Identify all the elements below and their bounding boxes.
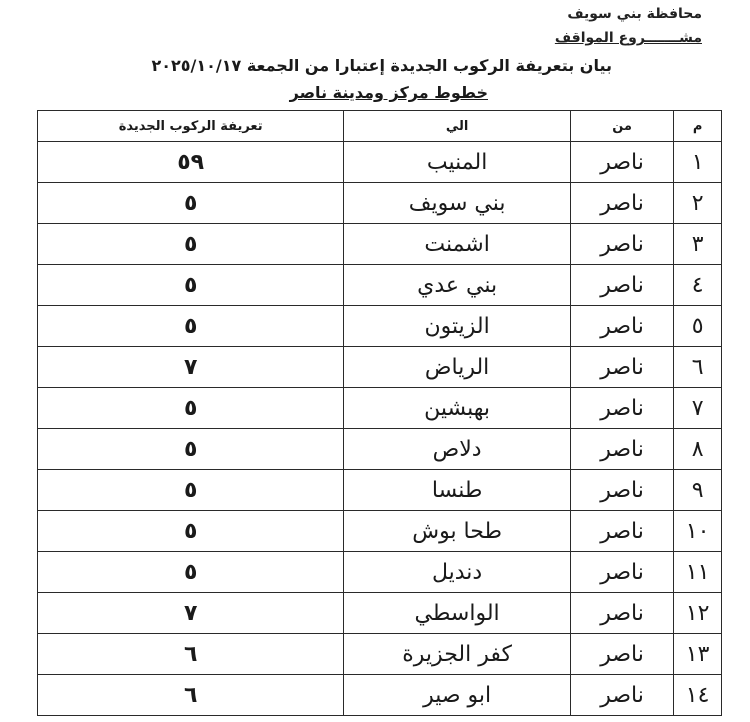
table-row xyxy=(38,306,722,347)
table-row xyxy=(38,347,722,388)
row-from: ناصر xyxy=(570,511,673,552)
row-fare: ٥ xyxy=(38,552,344,593)
row-to: طحا بوش xyxy=(344,511,571,552)
column-header-fare: تعريفة الركوب الجديدة xyxy=(38,111,344,142)
table-row xyxy=(38,470,722,511)
document-title: بيان بتعريفة الركوب الجديدة إعتبارا من الجمعة ٢٠٢٥/١٠/١٧ xyxy=(151,56,612,75)
row-fare: ٥ xyxy=(38,470,344,511)
row-to: طنسا xyxy=(344,470,571,511)
row-fare: ٧ xyxy=(38,593,344,634)
row-number: ١٠ xyxy=(674,511,722,552)
row-from: ناصر xyxy=(570,224,673,265)
table-row xyxy=(38,224,722,265)
column-header-to: الي xyxy=(344,111,571,142)
row-to: الرياض xyxy=(344,347,571,388)
table-header-row xyxy=(38,111,722,142)
row-number: ٦ xyxy=(674,347,722,388)
row-number: ١٢ xyxy=(674,593,722,634)
row-to: الزيتون xyxy=(344,306,571,347)
row-from: ناصر xyxy=(570,634,673,675)
row-from: ناصر xyxy=(570,265,673,306)
row-to: كفر الجزيرة xyxy=(344,634,571,675)
table-row xyxy=(38,388,722,429)
row-fare: ٦ xyxy=(38,634,344,675)
row-number: ٣ xyxy=(674,224,722,265)
row-from: ناصر xyxy=(570,429,673,470)
row-number: ٤ xyxy=(674,265,722,306)
row-from: ناصر xyxy=(570,142,673,183)
row-from: ناصر xyxy=(570,470,673,511)
row-number: ٥ xyxy=(674,306,722,347)
row-fare: ٧ xyxy=(38,347,344,388)
governorate-name: محافظة بني سويف xyxy=(567,6,702,22)
table-row xyxy=(38,511,722,552)
column-header-num: م xyxy=(674,111,722,142)
row-number: ١ xyxy=(674,142,722,183)
row-fare: ٥ xyxy=(38,183,344,224)
row-number: ٢ xyxy=(674,183,722,224)
table-row xyxy=(38,142,722,183)
row-from: ناصر xyxy=(570,552,673,593)
fares-table xyxy=(37,110,722,716)
project-name: مشـــــــروع المواقف xyxy=(554,30,702,46)
row-to: دنديل xyxy=(344,552,571,593)
table-row xyxy=(38,265,722,306)
table-row xyxy=(38,593,722,634)
row-fare: ٥ xyxy=(38,265,344,306)
row-to: المنيب xyxy=(344,142,571,183)
row-fare: ٥ xyxy=(38,388,344,429)
table-row xyxy=(38,634,722,675)
document-subtitle: خطوط مركز ومدينة ناصر xyxy=(289,83,488,102)
row-to: دلاص xyxy=(344,429,571,470)
row-number: ٨ xyxy=(674,429,722,470)
row-number: ١٤ xyxy=(674,675,722,716)
row-to: بني عدي xyxy=(344,265,571,306)
row-from: ناصر xyxy=(570,347,673,388)
table-row xyxy=(38,675,722,716)
table-row xyxy=(38,429,722,470)
row-to: ابو صير xyxy=(344,675,571,716)
row-from: ناصر xyxy=(570,183,673,224)
row-from: ناصر xyxy=(570,306,673,347)
row-number: ٩ xyxy=(674,470,722,511)
row-to: بني سويف xyxy=(344,183,571,224)
row-to: اشمنت xyxy=(344,224,571,265)
row-fare: ٦ xyxy=(38,675,344,716)
row-fare: ٥ xyxy=(38,306,344,347)
row-fare: ٥ xyxy=(38,429,344,470)
row-number: ٧ xyxy=(674,388,722,429)
row-number: ١١ xyxy=(674,552,722,593)
row-number: ١٣ xyxy=(674,634,722,675)
row-from: ناصر xyxy=(570,593,673,634)
row-from: ناصر xyxy=(570,388,673,429)
row-fare: ٥ xyxy=(38,511,344,552)
row-from: ناصر xyxy=(570,675,673,716)
row-to: الواسطي xyxy=(344,593,571,634)
table-row xyxy=(38,183,722,224)
row-to: بهبشين xyxy=(344,388,571,429)
column-header-from: من xyxy=(570,111,673,142)
table-row xyxy=(38,552,722,593)
row-fare: ٥ xyxy=(38,224,344,265)
row-fare: ٥٩ xyxy=(38,142,344,183)
